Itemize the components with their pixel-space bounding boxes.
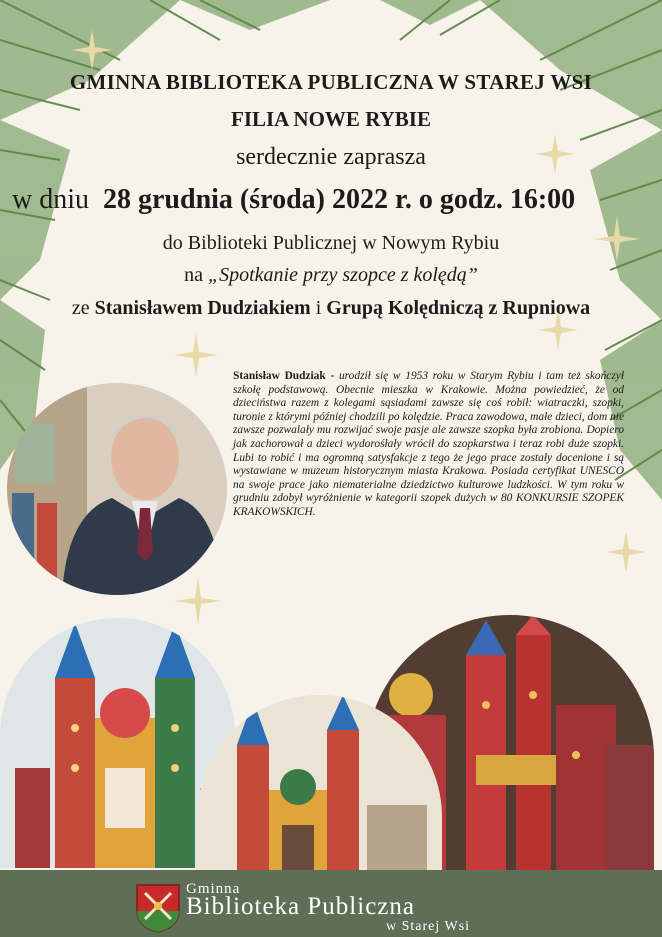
event-date: 28 grudnia (środa) 2022 r. o godz. 16:00 (103, 184, 576, 215)
portrait-photo (7, 383, 227, 595)
star-icon (172, 331, 220, 379)
event-title-line (0, 264, 662, 287)
event-date-line (12, 184, 662, 216)
library-crest-logo (135, 883, 181, 933)
title-prefix: na (184, 264, 203, 286)
bio-paragraph (233, 370, 624, 520)
venue-line: do Biblioteki Publicznej w Nowym Rybiu (162, 232, 500, 254)
footer-library-name: Biblioteka Publiczna (186, 893, 415, 920)
bio-text: urodził się w 1953 roku w Starym Rybiu i tam też skończył szkołę podstawową. Obecnie mieszka w Krakowie. Można powiedzieć, że od dzieciństwa razem z kolegami sąsiadami zawsze się coś robił: wiatraczki, szopki, turonie z którymi później chodzili po kolędzie. Praca zawodowa, małe dzieci, dom nie zawsze pozwalały mu rozwijać swoje pasje ale zawsze szopka była zrobiona. Dopiero jak zachorował a dzieci wydorośłały wrócił do szopkarstwa i teraz robi duże szopki. Lubi to robić i ma ogromną satysfakcje z tego że jego prace zostały docenione i są wystawiane w muzeum historycznym miasta Krakowa. Posiada certyfikat UNESCO na swoje prace jako niematerialne dziedzictwo kulturowe ludzkości. W tym roku w grudniu zdobył wyróżnienie w kategorii szopek dużych w 80 KONKURSIE SZOPEK KRAKOWSKICH. (233, 370, 624, 518)
guest-name: Stanisławem Dudziakiem (94, 297, 311, 319)
footer-gminna: Gminna (186, 881, 241, 897)
guests-line (0, 297, 662, 320)
guests-prefix: ze (71, 297, 90, 319)
guest-group: Grupą Kolędniczą z Rupniowa (326, 297, 591, 319)
star-icon (70, 28, 114, 72)
date-prefix: w dniu (12, 184, 89, 215)
invitation-text: serdecznie zaprasza (236, 144, 426, 170)
guests-conjunction: i (315, 297, 322, 319)
star-icon (172, 575, 224, 627)
event-title: „Spotkanie przy szopce z kolędą” (207, 264, 478, 286)
star-icon (604, 530, 648, 574)
bio-name: Stanisław Dudziak - (233, 370, 335, 382)
branch-name-heading: FILIA NOWE RYBIE (231, 107, 431, 131)
footer-location: w Starej Wsi (386, 919, 471, 934)
library-name-heading: GMINNA BIBLIOTEKA PUBLICZNA W STAREJ WSI (69, 70, 593, 94)
